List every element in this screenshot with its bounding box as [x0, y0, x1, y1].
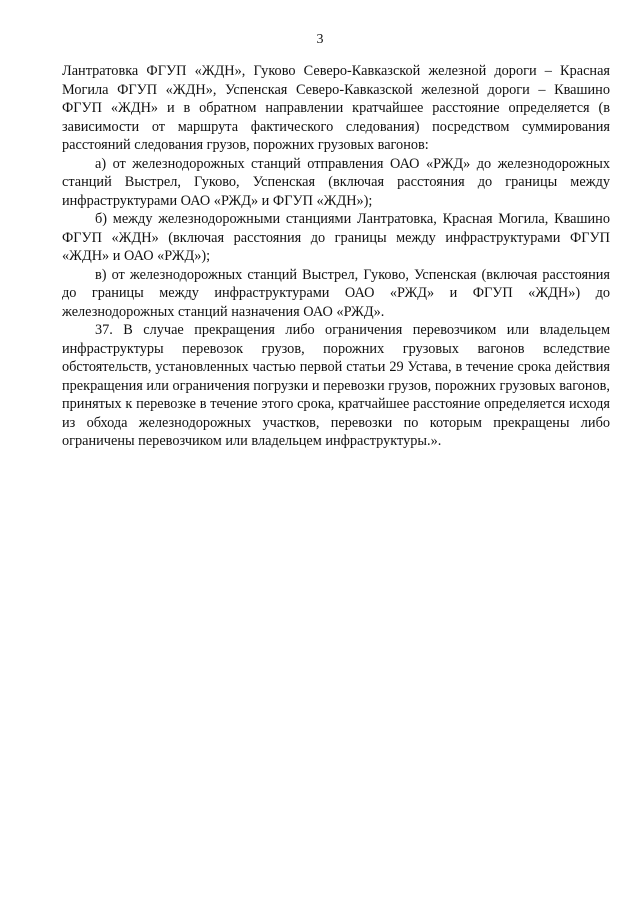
paragraph-item-b: б) между железнодорожными станциями Лантратовка, Красная Могила, Квашино ФГУП «ЖДН» (включая расстояния до границы между инфраструктурами ФГУП «ЖДН» и ОАО «РЖД»); [62, 211, 610, 264]
paragraph-clause-37: 37. В случае прекращения либо ограничения перевозчиком или владельцем инфраструктуры перевозок грузов, порожних грузовых вагонов вследствие обстоятельств, установленных частью первой статьи 29 Устава, в течение срока действия прекращения или ограничения погрузки и перевозки грузов, порожних грузовых вагонов, принятых к перевозке в течение этого срока, кратчайшее расстояние определяется исходя из обхода железнодорожных участков, перевозки по которым прекращены либо ограничены перевозчиком или владельцем инфраструктуры.». [62, 322, 610, 449]
page-number: 3 [316, 32, 324, 47]
paragraph-item-v: в) от железнодорожных станций Выстрел, Гуково, Успенская (включая расстояния до границы между инфраструктурами ОАО «РЖД» и ФГУП «ЖДН») до железнодорожных станций назначения ОАО «РЖД». [62, 266, 610, 320]
paragraph-item-a: а) от железнодорожных станций отправления ОАО «РЖД» до железнодорожных станций Выстрел, Гуково, Успенская (включая расстояния до границы между инфраструктурами ОАО «РЖД» и ФГУП «ЖДН»); [62, 155, 610, 209]
paragraph-continuation: Лантратовка ФГУП «ЖДН», Гуково Северо-Кавказской железной дороги – Красная Могила ФГУП «ЖДН», Успенская Северо-Кавказской железной дороги – Квашино ФГУП «ЖДН» и в обратном направлении кратчайшее расстояние определяется (в зависимости от маршрута фактического следования) посредством суммирования расстояний следования грузов, порожних грузовых вагонов: [62, 63, 610, 153]
document-body [62, 62, 610, 451]
